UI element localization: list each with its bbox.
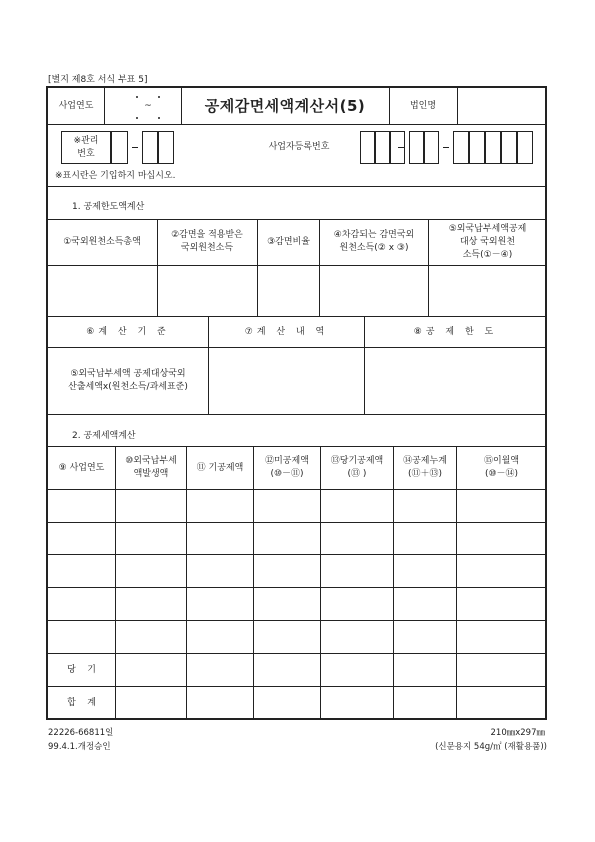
management-number-box[interactable] bbox=[111, 131, 128, 164]
form-title: 공제감면세액계산서(5) bbox=[204, 96, 366, 115]
business-year-separator: ~ bbox=[144, 100, 152, 111]
admin-note: ※표시란은 기입하지 마십시오. bbox=[55, 171, 176, 181]
input-deduction-limit[interactable] bbox=[365, 348, 545, 414]
row-current-label: 당 기 bbox=[67, 664, 96, 675]
input-exemption-rate[interactable] bbox=[258, 266, 318, 315]
registration-number-box[interactable] bbox=[424, 131, 439, 164]
table-row[interactable] bbox=[48, 523, 545, 554]
registration-number-box[interactable] bbox=[453, 131, 469, 164]
paper-spec: (신문용지 54g/㎡ (재활용품)) bbox=[435, 742, 547, 752]
section1-title: 1. 공제한도액계산 bbox=[72, 202, 145, 212]
registration-number-label: 사업자등록번호 bbox=[268, 141, 330, 152]
header-calculation-detail: ⑦계 산 내 역 bbox=[244, 326, 329, 337]
business-year-label: 사업연도 bbox=[58, 100, 94, 111]
input-calculation-detail[interactable] bbox=[209, 348, 364, 414]
col-previously-deducted: ⑪ 기공제액 bbox=[196, 462, 244, 473]
registration-number-box[interactable] bbox=[485, 131, 501, 164]
form-reference: [별지 제8호 서식 부표 5] bbox=[48, 75, 148, 85]
section2-title: 2. 공제세액계산 bbox=[72, 431, 136, 441]
registration-number-box[interactable] bbox=[517, 131, 533, 164]
paper-size: 210㎜x297㎜ bbox=[490, 728, 545, 738]
input-deducted-exempt-income[interactable] bbox=[320, 266, 427, 315]
col-credit-eligible-income: ⑤외국납부세액공제 대상 국외원천 소득(①－④) bbox=[448, 223, 527, 260]
input-credit-eligible-income[interactable] bbox=[429, 266, 545, 315]
registration-number-box[interactable] bbox=[409, 131, 424, 164]
corp-name-field[interactable] bbox=[458, 88, 545, 124]
registration-number-box[interactable] bbox=[469, 131, 485, 164]
registration-number-box[interactable] bbox=[501, 131, 517, 164]
col-exempt-foreign-income: ②감면을 적용받은 국외원천소득 bbox=[171, 230, 243, 253]
corp-name-label: 법인명 bbox=[409, 100, 437, 111]
header-calculation-basis: ⑥계 산 기 준 bbox=[86, 326, 170, 337]
registration-number-box[interactable] bbox=[360, 131, 375, 164]
table-row[interactable] bbox=[48, 621, 545, 653]
col-foreign-source-income: ①국외원천소득총액 bbox=[63, 236, 141, 247]
input-exempt-foreign-income[interactable] bbox=[158, 266, 256, 315]
table-row[interactable] bbox=[48, 588, 545, 620]
col-current-deduction: ⑬당기공제액 (⑬ ) bbox=[330, 456, 384, 479]
calculation-basis-text: ⑤외국납부세액 공제대상국외 산출세액x(원천소득/과세표준) bbox=[68, 369, 188, 392]
table-row[interactable] bbox=[48, 555, 545, 587]
col-exemption-rate: ③감면비율 bbox=[267, 236, 310, 247]
col-business-year: ⑨ 사업연도 bbox=[58, 462, 105, 473]
table-row[interactable] bbox=[48, 490, 545, 522]
management-number-box[interactable] bbox=[158, 131, 174, 164]
input-foreign-source-income[interactable] bbox=[48, 266, 156, 315]
registration-number-box[interactable] bbox=[375, 131, 390, 164]
management-number-label: ※관리 번호 bbox=[73, 135, 99, 159]
col-undeducted: ⑫미공제액 (⑩－⑪) bbox=[265, 456, 309, 479]
row-total-label: 합 계 bbox=[67, 697, 96, 708]
management-number-box[interactable] bbox=[142, 131, 158, 164]
form-code: 22226-66811일 bbox=[48, 728, 114, 738]
approval-date: 99.4.1.개정승인 bbox=[48, 742, 111, 752]
header-deduction-limit: ⑧공 제 한 도 bbox=[413, 326, 498, 337]
col-carryover: ⑮이월액 (⑩－⑭) bbox=[483, 456, 520, 479]
col-foreign-tax-paid: ⑩외국납부세 액발생액 bbox=[125, 456, 177, 479]
col-cumulative-deduction: ⑭공제누계 (⑪＋⑬) bbox=[403, 456, 447, 479]
col-deducted-exempt-income: ④차감되는 감면국외 원천소득(② x ③) bbox=[333, 230, 415, 253]
